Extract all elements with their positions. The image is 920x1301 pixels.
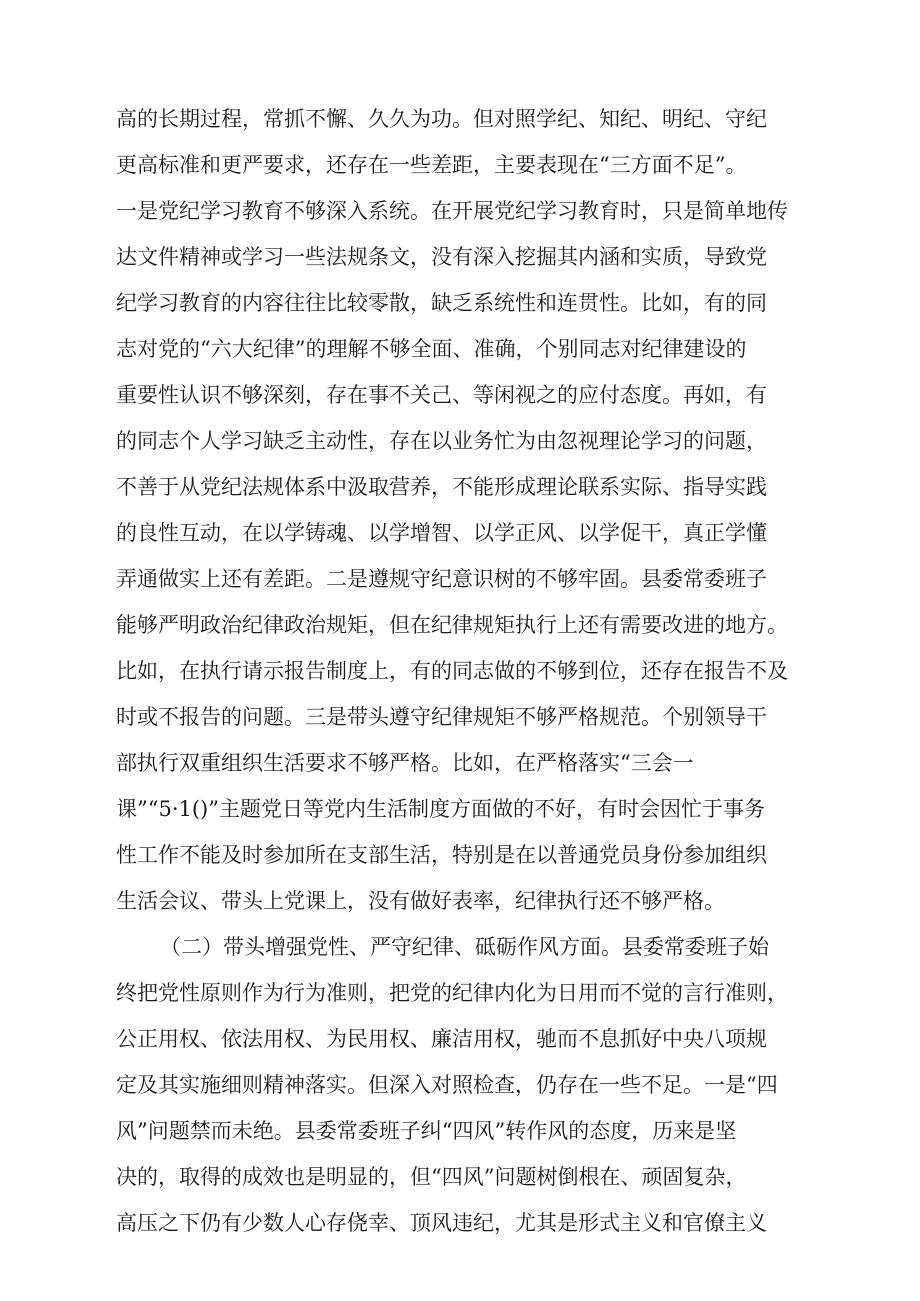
text-line: 风”问题禁而未绝。县委常委班子纠“四风”转作风的态度，历来是坚 [116,1119,737,1143]
text-line: 公正用权、依法用权、为民用权、廉洁用权，驰而不息抓好中央八项规 [116,1027,767,1051]
body-text [116,96,836,1246]
text-line: 终把党性原则作为行为准则，把党的纪律内化为日用而不觉的言行准则， [116,981,788,1005]
text-line: 生活会议、带头上党课上，没有做好表率，纪律执行还不够严格。 [116,889,725,913]
text-line: 部执行双重组织生活要求不够严格。比如，在严格落实“三会一 [116,751,694,775]
section-heading-line: （二）带头增强党性、严守纪律、砥砺作风方面。县委常委班子始 [160,935,769,959]
text-line: 比如，在执行请示报告制度上，有的同志做的不够到位，还存在报告不及 [116,659,788,683]
text-line: 纪学习教育的内容往往比较零散，缺乏系统性和连贯性。比如，有的同 [116,291,767,315]
text-line: 课”“5·1()”主题党日等党内生活制度方面做的不好，有时会因忙于事务 [116,797,765,821]
text-line: 不善于从党纪法规体系中汲取营养，不能形成理论联系实际、指导实践 [116,475,767,499]
text-line: 的良性互动，在以学铸魂、以学增智、以学正风、以学促干，真正学懂 [116,521,767,545]
text-line: 重要性认识不够深刻，存在事不关己、等闲视之的应付态度。再如，有 [116,383,767,407]
text-line: 志对党的“六大纪律”的理解不够全面、准确，个别同志对纪律建设的 [116,337,747,361]
text-line: 的同志个人学习缺乏主动性，存在以业务忙为由忽视理论学习的问题， [116,429,767,453]
text-line: 高压之下仍有少数人心存侥幸、顶风违纪，尤其是形式主义和官僚主义 [116,1211,767,1235]
text-line: 高的长期过程，常抓不懈、久久为功。但对照学纪、知纪、明纪、守纪 [116,107,767,131]
text-line: 更高标准和更严要求，还存在一些差距，主要表现在“三方面不足”。 [116,153,747,177]
text-line: 一是党纪学习教育不够深入系统。在开展党纪学习教育时，只是简单地传 [116,199,788,223]
text-line: 时或不报告的问题。三是带头遵守纪律规矩不够严格规范。个别领导干 [116,705,767,729]
text-line: 达文件精神或学习一些法规条文，没有深入挖掘其内涵和实质，导致党 [116,245,767,269]
text-line: 决的，取得的成效也是明显的，但“四风”问题树倒根在、顽固复杂， [116,1165,747,1189]
text-line: 弄通做实上还有差距。二是遵规守纪意识树的不够牢固。县委常委班子 [116,567,767,591]
text-line: 能够严明政治纪律政治规矩，但在纪律规矩执行上还有需要改进的地方。 [116,613,788,637]
text-line: 定及其实施细则精神落实。但深入对照检查，仍存在一些不足。一是“四 [116,1073,778,1097]
text-line: 性工作不能及时参加所在支部生活，特别是在以普通党员身份参加组织 [116,843,767,867]
